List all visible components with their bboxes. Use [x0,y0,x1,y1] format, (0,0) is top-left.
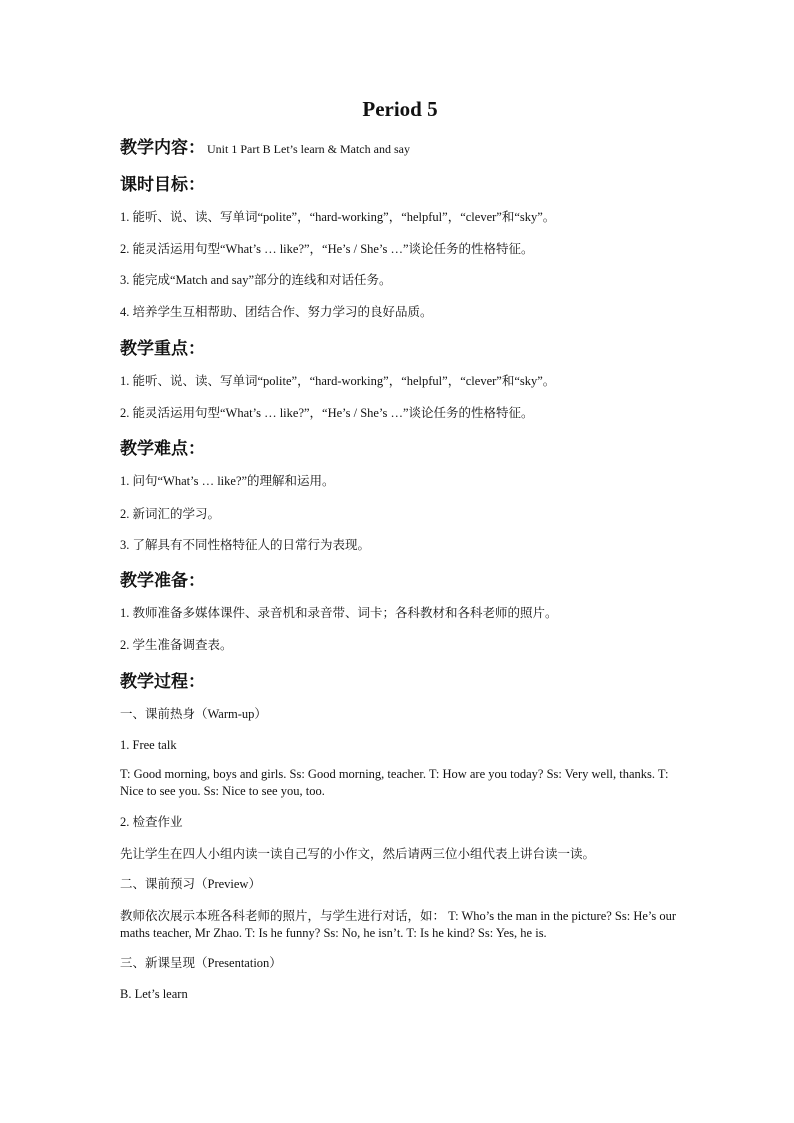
preparation-item: 1. 教师准备多媒体课件、录音机和录音带、词卡；各科教材和各科老师的照片。 [120,606,558,620]
page-title: Period 5 [362,97,438,121]
preview-heading: 二、课前预习（Preview） [120,877,261,891]
process-heading: 教学过程： [120,672,205,692]
free-talk-label: 1. Free talk [120,738,177,752]
warmup-heading: 一、课前热身（Warm-up） [120,707,267,721]
objective-item: 4. 培养学生互相帮助、团结合作、努力学习的良好品质。 [120,305,433,319]
objectives-heading: 课时目标： [120,175,205,195]
key-point-item: 1. 能听、说、读、写单词“polite”，“hard-working”，“helpful”，“clever”和“sky”。 [120,374,556,388]
objective-item: 1. 能听、说、读、写单词“polite”，“hard-working”，“helpful”，“clever”和“sky”。 [120,210,556,224]
homework-text: 先让学生在四人小组内读一读自己写的小作文，然后请两三位小组代表上讲台读一读。 [120,847,596,861]
warmup-dialogue: T: Good morning, boys and girls. Ss: Good morning, teacher. T: How are you today? Ss: Very well, thanks. T: Nice to see you. Ss: Nice to see you, too. [120,767,669,798]
difficulty-item: 3. 了解具有不同性格特征人的日常行为表现。 [120,538,371,552]
difficulties-heading: 教学难点： [120,439,205,459]
key-points-heading: 教学重点： [120,339,205,359]
preparation-heading: 教学准备： [120,571,205,591]
homework-label: 2. 检查作业 [120,815,183,829]
preparation-item: 2. 学生准备调查表。 [120,638,233,652]
key-point-item: 2. 能灵活运用句型“What’s … like?”，“He’s / She’s …”谈论任务的性格特征。 [120,406,534,420]
objective-item: 3. 能完成“Match and say”部分的连线和对话任务。 [120,273,392,287]
preview-text: 教师依次展示本班各科老师的照片，与学生进行对话，如： T: Who’s the man in the picture? Ss: He’s our maths teacher, Mr Zhao. T: Is he funny? Ss: No, he isn’t. T: Is he kind? Ss: Yes, he is. [120,909,677,940]
difficulty-item: 2. 新词汇的学习。 [120,507,221,521]
presentation-heading: 三、新课呈现（Presentation） [120,956,282,970]
objective-item: 2. 能灵活运用句型“What’s … like?”，“He’s / She’s …”谈论任务的性格特征。 [120,242,534,256]
lets-learn-label: B. Let’s learn [120,987,188,1001]
content-heading [120,137,410,160]
content-label: 教学内容： [120,138,205,158]
difficulty-item: 1. 问句“What’s … like?”的理解和运用。 [120,474,335,488]
content-text: Unit 1 Part B Let’s learn & Match and say [207,142,410,156]
